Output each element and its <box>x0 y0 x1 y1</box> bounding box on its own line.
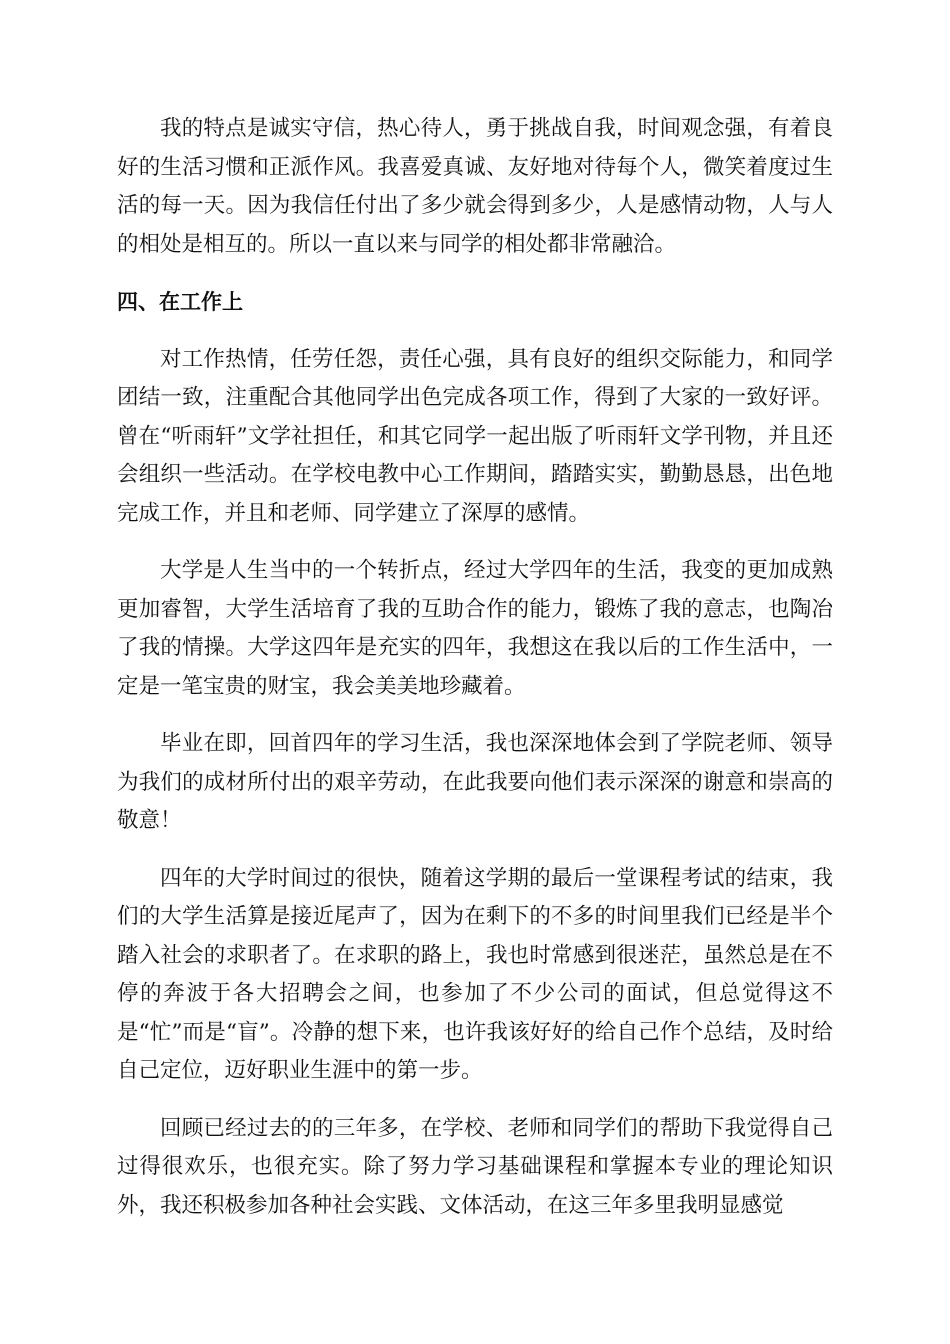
paragraph-job-seeking: 四年的大学时间过的很快，随着这学期的最后一堂课程考试的结束，我们的大学生活算是接近尾声了，因为在剩下的不多的时间里我们已经是半个踏入社会的求职者了。在求职的路上，我也时常感到很迷茫，虽然总是在不停的奔波于各大招聘会之间，也参加了不少公司的面试，但总觉得这不是“忙”而是“盲”。冷静的想下来，也许我该好好的给自己作个总结，及时给自己定位，迈好职业生涯中的第一步。 <box>117 865 833 1083</box>
section-heading-work: 四、在工作上 <box>117 290 243 314</box>
paragraph-review-past-years: 回顾已经过去的的三年多，在学校、老师和同学们的帮助下我觉得自己过得很欢乐，也很充实。除了努力学习基础课程和掌握本专业的理论知识外，我还积极参加各种社会实践、文体活动，在这三年多里我明显感觉 <box>117 1115 833 1218</box>
paragraph-university-turning-point: 大学是人生当中的一个转折点，经过大学四年的生活，我变的更加成熟更加睿智，大学生活培育了我的互助合作的能力，锻炼了我的意志，也陶冶了我的情操。大学这四年是充实的四年，我想这在我以后的工作生活中，一定是一笔宝贵的财宝，我会美美地珍藏着。 <box>117 558 833 699</box>
document-page <box>117 110 833 1244</box>
paragraph-work-attitude: 对工作热情，任劳任怨，责任心强，具有良好的组织交际能力，和同学团结一致，注重配合其他同学出色完成各项工作，得到了大家的一致好评。曾在“听雨轩”文学社担任，和其它同学一起出版了听雨轩文学刊物，并且还会组织一些活动。在学校电教中心工作期间，踏踏实实，勤勤恳恳，出色地完成工作，并且和老师、同学建立了深厚的感情。 <box>117 346 833 526</box>
paragraph-personal-traits: 我的特点是诚实守信，热心待人，勇于挑战自我，时间观念强，有着良好的生活习惯和正派作风。我喜爱真诚、友好地对待每个人，微笑着度过生活的每一天。因为我信任付出了多少就会得到多少，人是感情动物，人与人的相处是相互的。所以一直以来与同学的相处都非常融洽。 <box>117 116 833 257</box>
paragraph-graduation-thanks: 毕业在即，回首四年的学习生活，我也深深地体会到了学院老师、领导为我们的成材所付出的艰辛劳动，在此我要向他们表示深深的谢意和崇高的敬意！ <box>117 731 833 833</box>
